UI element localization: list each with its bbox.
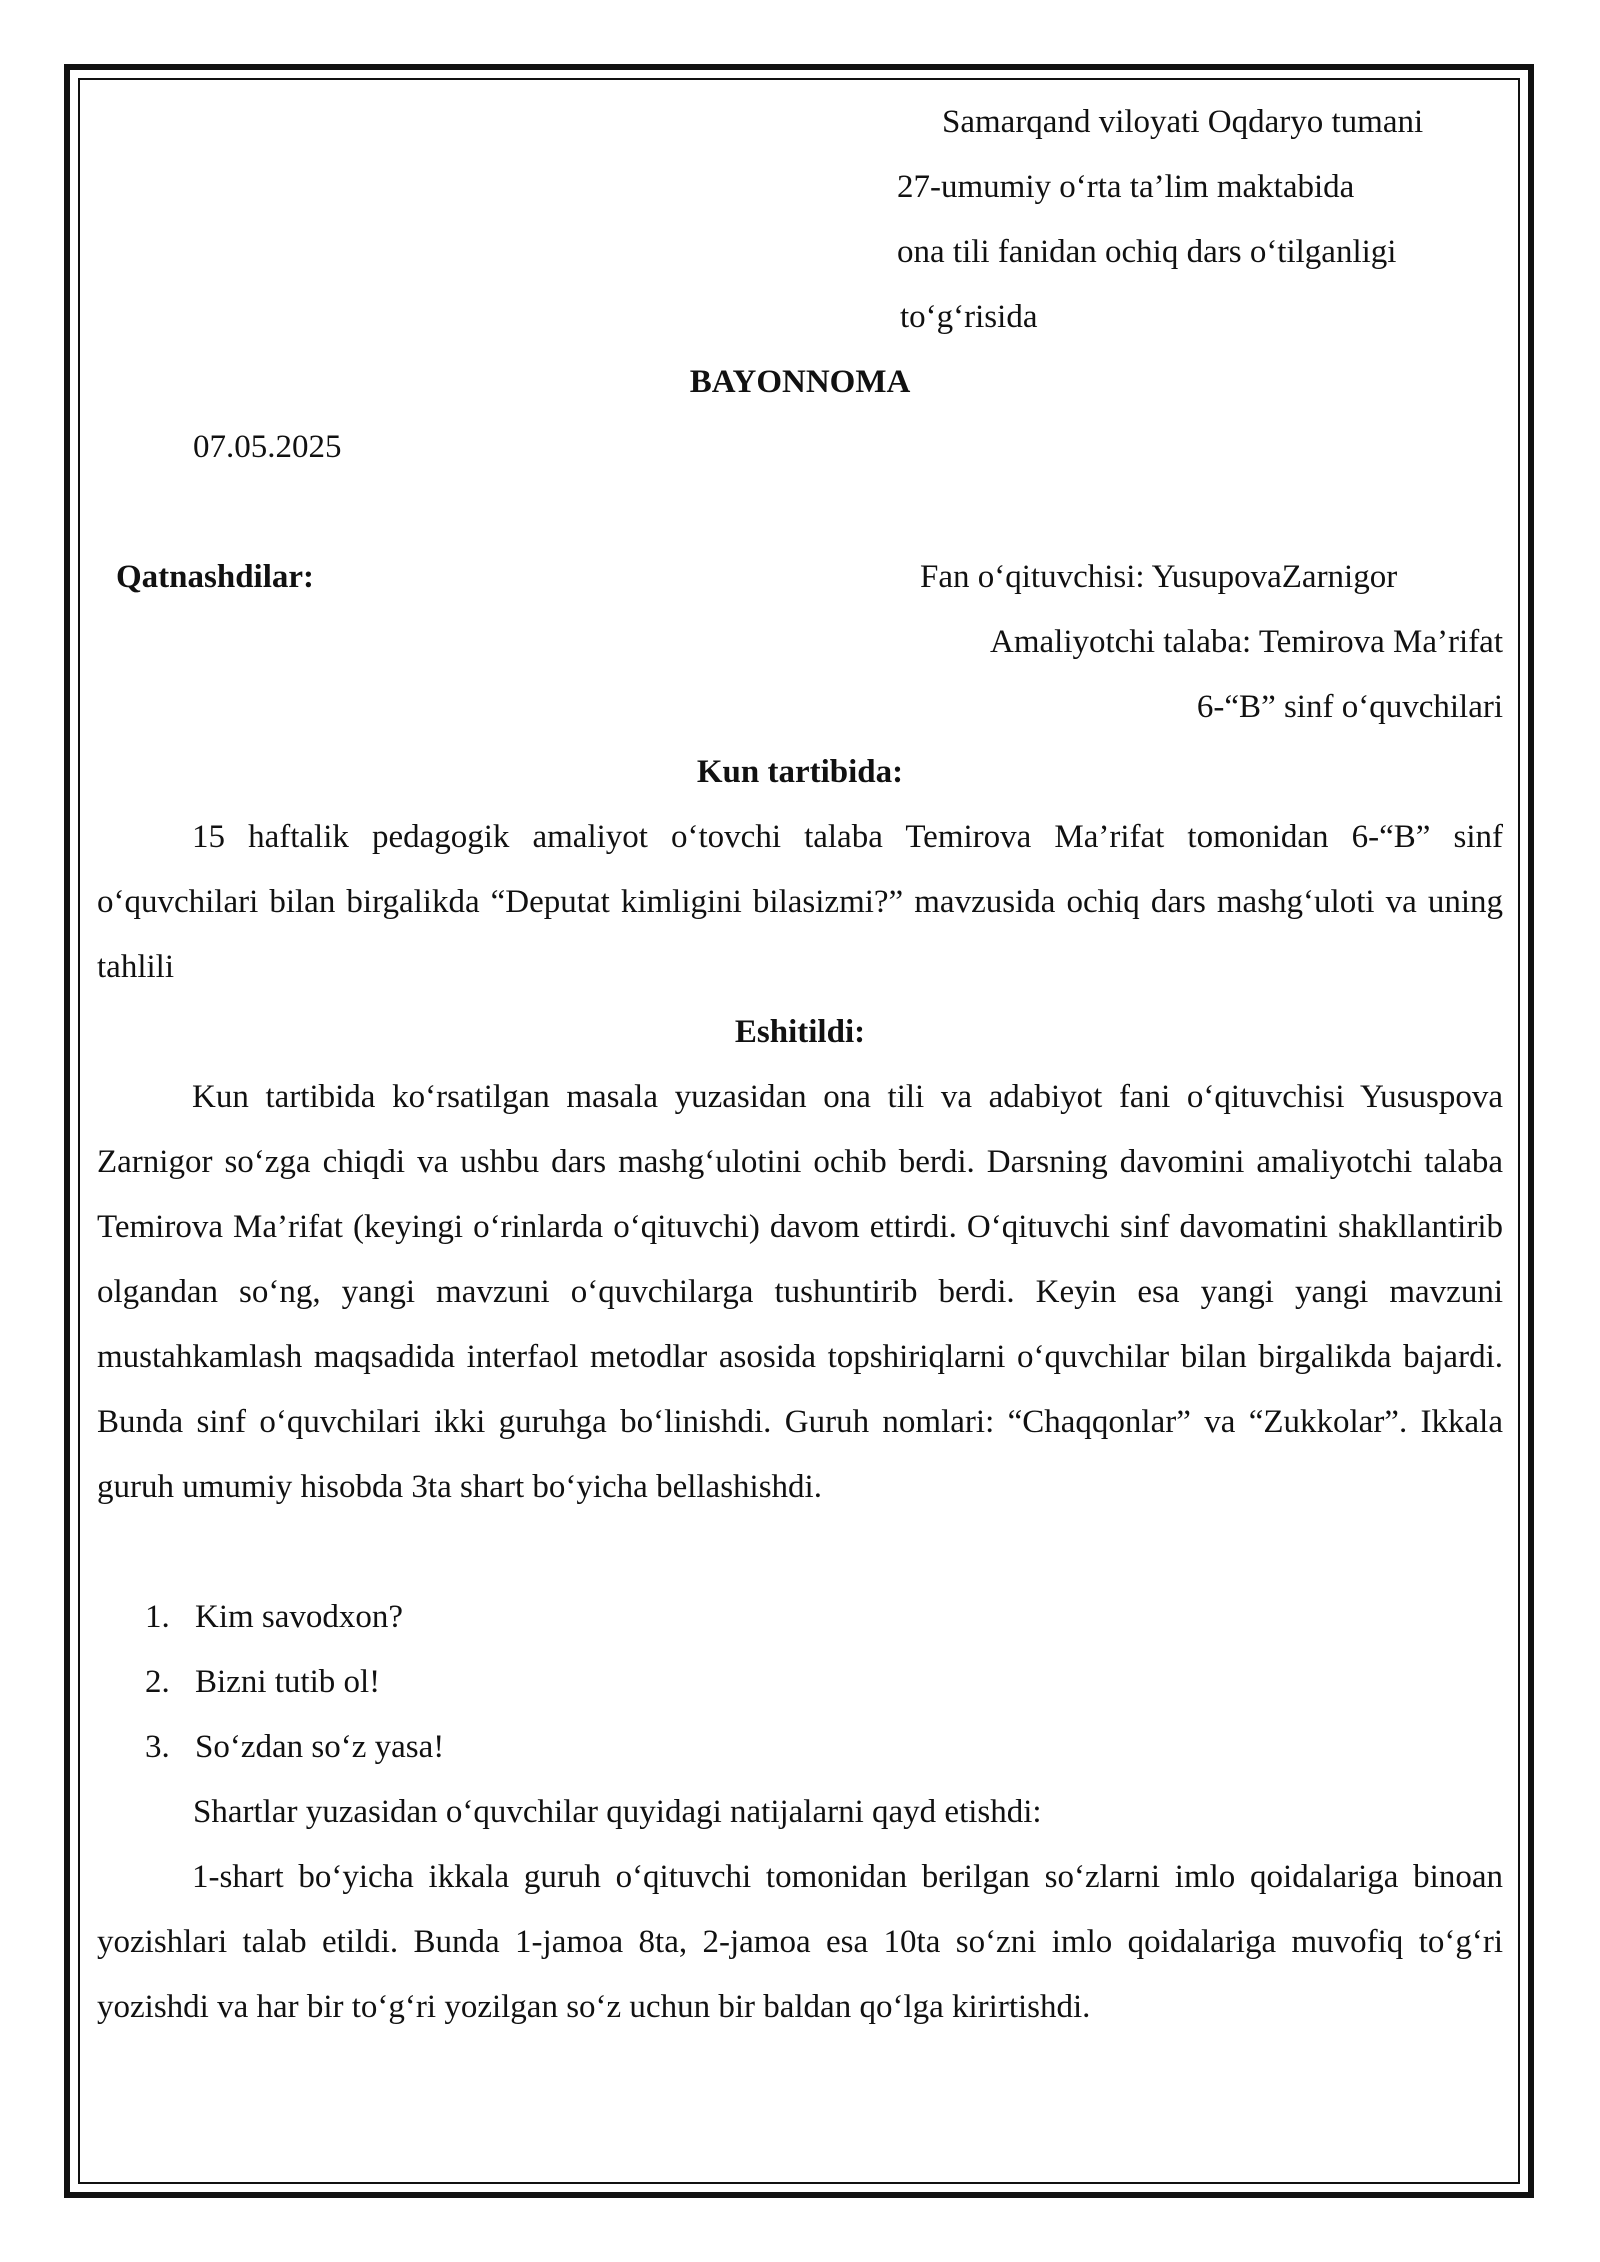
condition-item-2	[145, 1650, 380, 1715]
condition-number: 1.	[145, 1599, 170, 1635]
participant-student: Amaliyotchi talaba: Temirova Ma’rifat	[990, 624, 1503, 660]
condition-item-1	[145, 1585, 403, 1650]
participant-teacher: Fan o‘qituvchisi: YusupovaZarnigor	[920, 559, 1398, 595]
header-line-2: 27-umumiy o‘rta ta’lim maktabida	[897, 169, 1355, 205]
condition-number: 3.	[145, 1729, 170, 1765]
heard-paragraph: Kun tartibida ko‘rsatilgan masala yuzasidan ona tili va adabiyot fani o‘qituvchisi Yususpova Zarnigor so‘zga chiqdi va ushbu dars mashg‘ulotini ochib berdi. Darsning davomini amaliyotchi talaba Temirova Ma’rifat (keyingi o‘rinlarda o‘qituvchi) davom ettirdi. O‘qituvchi sinf davomatini shakllantirib olgandan so‘ng, yangi mavzuni o‘quvchilarga tushuntirib berdi. Keyin esa yangi yangi mavzuni mustahkamlash maqsadida interfaol metodlar asosida topshiriqlarni o‘quvchilar bilan birgalikda bajardi. Bunda sinf o‘quvchilari ikki guruhga bo‘linishdi. Guruh nomlari: “Chaqqonlar” va “Zukkolar”. Ikkala guruh umumiy hisobda 3ta shart bo‘yicha bellashishdi.	[97, 1079, 1503, 1505]
result-1-paragraph: 1-shart bo‘yicha ikkala guruh o‘qituvchi tomonidan berilgan so‘zlarni imlo qoidalariga binoan yozishlari talab etildi. Bunda 1-jamoa 8ta, 2-jamoa esa 10ta so‘zni imlo qoidalariga muvofiq to‘g‘ri yozishdi va har bir to‘g‘ri yozilgan so‘z uchun bir baldan qo‘lga kirirtishdi.	[97, 1859, 1503, 2025]
participants-label: Qatnashdilar:	[116, 559, 315, 595]
heard-heading: Eshitildi:	[734, 1014, 866, 1050]
agenda-paragraph: 15 haftalik pedagogik amaliyot o‘tovchi talaba Temirova Ma’rifat tomonidan 6-“B” sinf o‘quvchilari bilan birgalikda “Deputat kimligini bilasizmi?” mavzusida ochiq dars mashg‘uloti va uning tahlili	[97, 819, 1503, 985]
results-intro: Shartlar yuzasidan o‘quvchilar quyidagi natijalarni qayd etishdi:	[193, 1794, 1042, 1830]
header-line-1: Samarqand viloyati Oqdaryo tumani	[942, 104, 1424, 140]
condition-number: 2.	[145, 1664, 170, 1700]
condition-text: So‘zdan so‘z yasa!	[195, 1729, 445, 1765]
condition-item-3	[145, 1715, 444, 1780]
condition-text: Bizni tutib ol!	[195, 1664, 381, 1700]
document-title: BAYONNOMA	[689, 364, 911, 400]
header-line-4: to‘g‘risida	[900, 299, 1038, 335]
condition-text: Kim savodxon?	[195, 1599, 404, 1635]
participant-class: 6-“B” sinf o‘quvchilari	[1196, 689, 1503, 725]
header-line-3: ona tili fanidan ochiq dars o‘tilganligi	[897, 234, 1397, 270]
document-date: 07.05.2025	[193, 429, 342, 465]
agenda-heading: Kun tartibida:	[696, 754, 904, 790]
